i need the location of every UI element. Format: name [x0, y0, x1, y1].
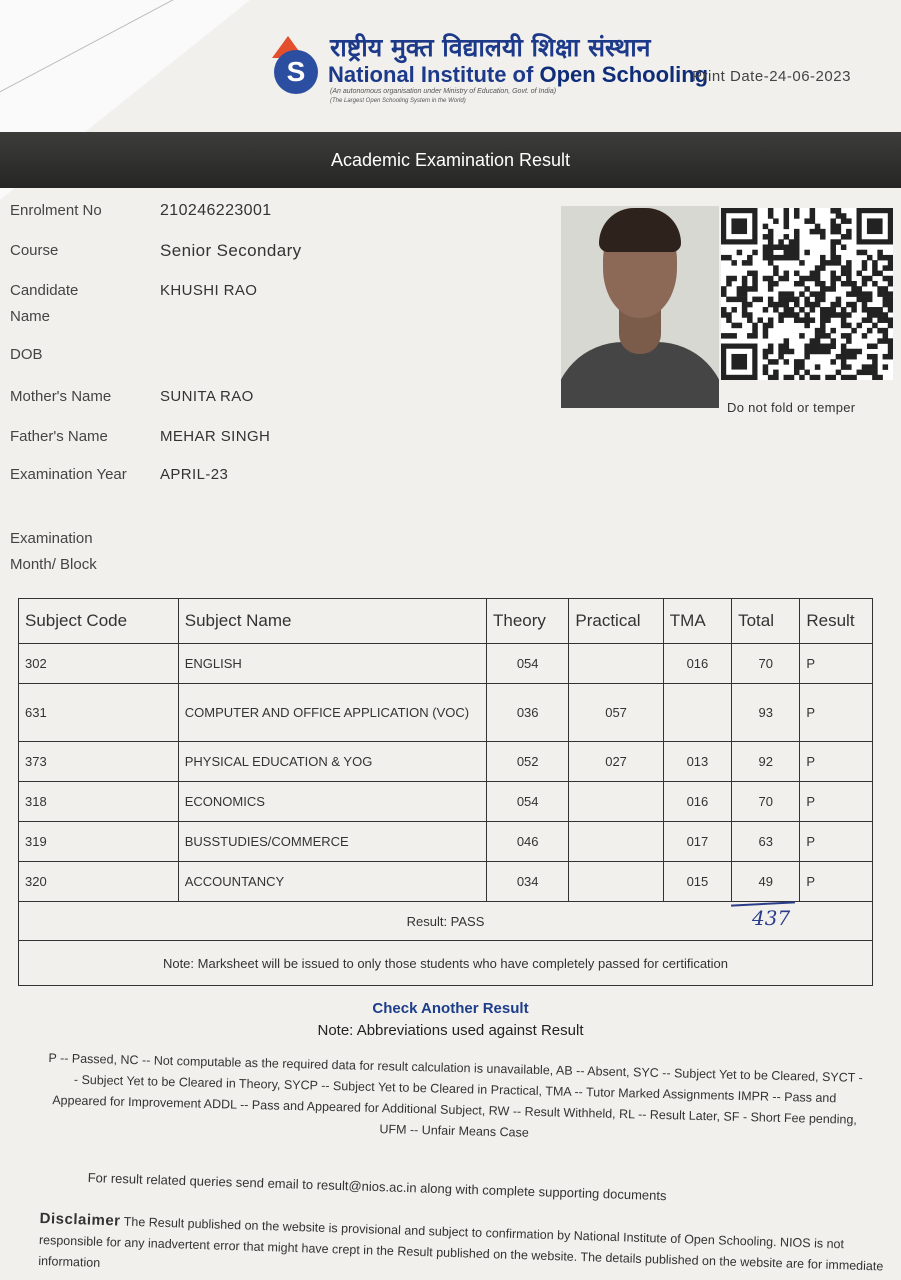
header-tma: TMA [663, 599, 731, 644]
subject-code: 631 [19, 684, 179, 742]
subject-result: P [800, 782, 873, 822]
practical-marks [569, 822, 663, 862]
contact-note: For result related queries send email to result@nios.ac.in along with complete supporting documents [87, 1170, 667, 1204]
total-marks: 70 [732, 644, 800, 684]
practical-marks [569, 644, 663, 684]
exam-year-value: APRIL-23 [160, 466, 229, 483]
tma-marks: 017 [663, 822, 731, 862]
father-name-label: Father's Name [10, 428, 108, 445]
note-row [19, 941, 873, 986]
print-date: Print Date-24-06-2023 [692, 68, 851, 85]
mother-name-label: Mother's Name [10, 388, 112, 405]
header-subject-code: Subject Code [19, 599, 179, 644]
total-marks: 92 [732, 742, 800, 782]
course-label: Course [10, 242, 59, 259]
subject-result: P [800, 822, 873, 862]
table-row [19, 684, 873, 742]
table-header-row [19, 599, 873, 644]
abbreviations-title: Note: Abbreviations used against Result [317, 1022, 584, 1039]
disclaimer [38, 1208, 901, 1280]
tma-marks: 016 [663, 782, 731, 822]
tma-marks: 013 [663, 742, 731, 782]
subject-name: ENGLISH [178, 644, 486, 684]
subject-name: BUSSTUDIES/COMMERCE [178, 822, 486, 862]
check-another-result-link[interactable]: Check Another Result [372, 1000, 529, 1017]
total-marks: 63 [732, 822, 800, 862]
theory-marks: 054 [486, 644, 568, 684]
subject-name: COMPUTER AND OFFICE APPLICATION (VOC) [178, 684, 486, 742]
subject-name: PHYSICAL EDUCATION & YOG [178, 742, 486, 782]
candidate-name-value: KHUSHI RAO [160, 282, 258, 299]
overall-result: Result: PASS [19, 902, 873, 941]
table-row [19, 782, 873, 822]
nios-logo-icon: S [272, 36, 320, 98]
institute-name-hindi: राष्ट्रीय मुक्त विद्यालयी शिक्षा संस्थान [330, 33, 651, 62]
page-title: Academic Examination Result [0, 132, 901, 188]
total-marks: 70 [732, 782, 800, 822]
subject-code: 318 [19, 782, 179, 822]
subject-code: 320 [19, 862, 179, 902]
result-row [19, 902, 873, 941]
theory-marks: 052 [486, 742, 568, 782]
subject-code: 302 [19, 644, 179, 684]
marks-table [18, 598, 873, 986]
subject-result: P [800, 644, 873, 684]
institute-tagline: (The Largest Open Schooling System in the World) [330, 98, 466, 104]
father-name-value: MEHAR SINGH [160, 428, 271, 445]
mother-name-value: SUNITA RAO [160, 388, 254, 405]
disclaimer-label: Disclaimer [39, 1209, 121, 1230]
table-row [19, 742, 873, 782]
enrolment-label: Enrolment No [10, 202, 102, 219]
theory-marks: 054 [486, 782, 568, 822]
tma-marks: 016 [663, 644, 731, 684]
header-theory: Theory [486, 599, 568, 644]
table-row [19, 644, 873, 684]
institute-header [272, 28, 892, 108]
theory-marks: 046 [486, 822, 568, 862]
subject-code: 319 [19, 822, 179, 862]
qr-code-icon [721, 208, 893, 380]
subject-name: ECONOMICS [178, 782, 486, 822]
theory-marks: 036 [486, 684, 568, 742]
enrolment-value: 210246223001 [160, 202, 272, 219]
table-row [19, 862, 873, 902]
table-row [19, 822, 873, 862]
practical-marks [569, 782, 663, 822]
exam-block-label: Examination Month/ Block [10, 530, 97, 573]
subject-code: 373 [19, 742, 179, 782]
tamper-warning: Do not fold or temper [727, 400, 856, 415]
subject-result: P [800, 862, 873, 902]
total-marks: 49 [732, 862, 800, 902]
tma-marks: 015 [663, 862, 731, 902]
header-result: Result [800, 599, 873, 644]
header-practical: Practical [569, 599, 663, 644]
candidate-photo [561, 206, 719, 408]
marksheet-note: Note: Marksheet will be issued to only those students who have completely passed for certification [19, 941, 873, 986]
header-subject-name: Subject Name [178, 599, 486, 644]
total-marks: 93 [732, 684, 800, 742]
abbreviations-text: P -- Passed, NC -- Not computable as the required data for result calculation is unavailable, AB -- Absent, SYC -- Subject Yet to be Cleared, SYCT -- Subject Yet to be Cleared in Theory, SYCP -- Subject Yet to be Cleared in Practical, TMA -- Tutor Marked Assignments IMPR -- Pass and Appeared for Improvement ADDL -- Pass and Appeared for Additional Subject, RW -- Result Withheld, RL -- Result Later, SF - Short Fee pending, UFM -- Unfair Means Case [48, 1051, 863, 1140]
handwritten-total: 437 [752, 906, 791, 930]
tma-marks [663, 684, 731, 742]
exam-year-label: Examination Year [10, 466, 127, 483]
practical-marks: 027 [569, 742, 663, 782]
institute-name-english: National Institute of Open Schooling [328, 62, 709, 87]
theory-marks: 034 [486, 862, 568, 902]
course-value: Senior Secondary [160, 241, 302, 260]
practical-marks: 057 [569, 684, 663, 742]
institute-subtitle: (An autonomous organisation under Ministry of Education, Govt. of India) [330, 88, 557, 95]
disclaimer-text: The Result published on the website is provisional and subject to confirmation by National Institute of Open Schooling. NIOS is not responsible for any inadvertent error that might have crept in the Result published on the website. The details published on the website are for immediate information [38, 1214, 884, 1274]
subject-result: P [800, 742, 873, 782]
header-total: Total [732, 599, 800, 644]
subject-name: ACCOUNTANCY [178, 862, 486, 902]
candidate-name-label: Candidate Name [10, 282, 79, 325]
dob-label: DOB [10, 346, 43, 363]
subject-result: P [800, 684, 873, 742]
practical-marks [569, 862, 663, 902]
